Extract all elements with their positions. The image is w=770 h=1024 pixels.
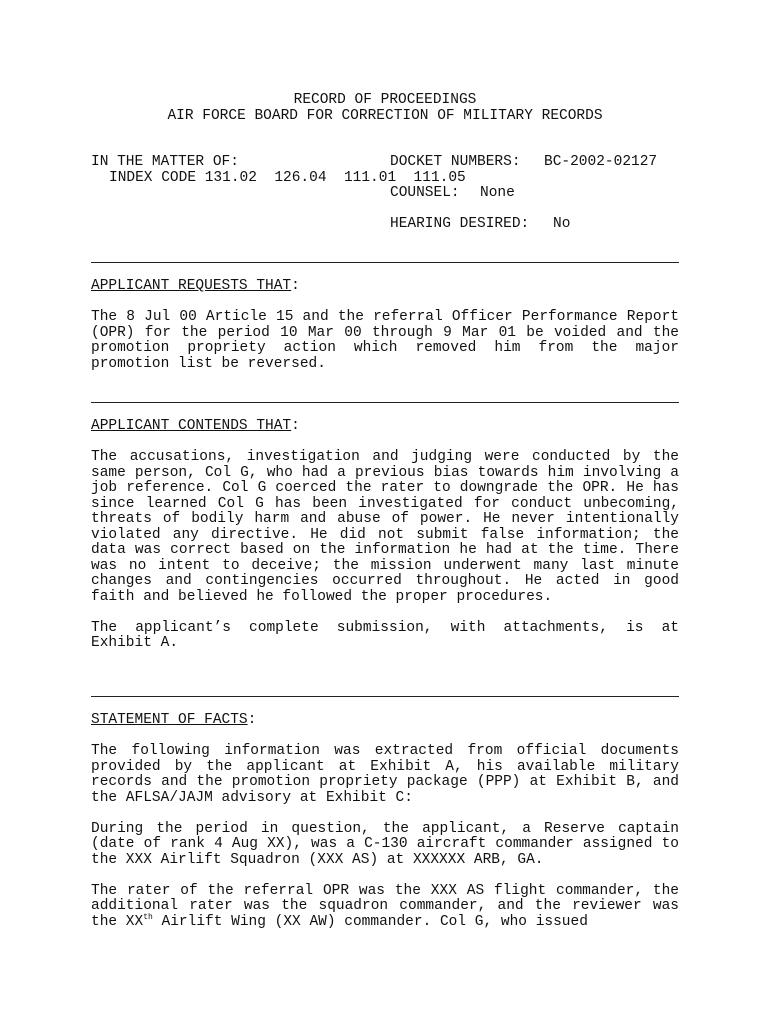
contends-paragraph-2: The applicant’s complete submission, with attachments, is at Exhibit A.: [91, 619, 679, 651]
document-header: [91, 93, 679, 124]
section-statement-of-facts: [91, 713, 679, 930]
contends-heading: APPLICANT CONTENDS THAT: [91, 418, 292, 434]
hearing-desired-value: No: [553, 216, 571, 232]
heading-colon: :: [291, 278, 300, 294]
docket-numbers-label: DOCKET NUMBERS:: [390, 154, 521, 170]
index-code: INDEX CODE 131.02 126.04 111.01 111.05: [109, 169, 466, 186]
matter-block: [91, 155, 679, 235]
facts-paragraph-3-end: Airlift Wing (XX AW) commander. Col G, who issued: [152, 913, 588, 930]
in-the-matter-of-label: IN THE MATTER OF:: [91, 154, 239, 170]
hearing-desired-label: HEARING DESIRED:: [390, 216, 530, 232]
counsel-label: COUNSEL:: [390, 185, 460, 201]
contends-paragraph-1: The accusations, investigation and judging were conducted by the same person, Col G, who had a previous bias towards him involving a job reference. Col G coerced the rater to downgrade the OPR. He has since learned Col G has been investigated for conduct unbecoming, threats of bodily harm and abuse of power. He never intentionally violated any directive. He did not submit false information; the data was correct based on the information he had at the time. There was no intent to deceive; the mission underwent many last minute changes and contingencies occurred throughout. He acted in good faith and believed he followed the proper procedures.: [91, 449, 679, 605]
facts-paragraph-3-start: The rater of the referral OPR was the XXX AS flight commander, the additional rater was the squadron commander, and the reviewer was the XX: [91, 882, 679, 930]
requests-paragraph: The 8 Jul 00 Article 15 and the referral Officer Performance Report (OPR) for the period 10 Mar 00 through 9 Mar 01 be voided and the promotion propriety action which removed him from the major promotion list be reversed.: [91, 309, 679, 372]
facts-paragraph-3: [91, 884, 679, 931]
docket-numbers-value: BC-2002-02127: [544, 154, 658, 170]
divider: [91, 696, 679, 697]
section-heading: [91, 279, 679, 295]
heading-colon: :: [247, 712, 257, 728]
counsel-value: None: [480, 185, 515, 201]
ordinal-suffix: th: [143, 912, 153, 922]
requests-heading: APPLICANT REQUESTS THAT: [91, 278, 292, 294]
divider: [91, 402, 679, 403]
heading-colon: :: [291, 418, 300, 434]
facts-paragraph-1: The following information was extracted from official documents provided by the applicant at Exhibit A, his available military records and the promotion propriety package (PPP) at Exhibit B, and the AFLSA/JAJM advisory at Exhibit C:: [91, 743, 679, 806]
section-applicant-contends: [91, 419, 679, 652]
section-heading: [91, 419, 679, 435]
header-title: RECORD OF PROCEEDINGS: [293, 92, 477, 108]
section-applicant-requests: [91, 279, 679, 372]
facts-heading: STATEMENT OF FACTS: [91, 712, 248, 728]
divider: [91, 262, 679, 263]
facts-paragraph-2: During the period in question, the applicant, a Reserve captain (date of rank 4 Aug XX), was a C-130 aircraft commander assigned to the XXX Airlift Squadron (XXX AS) at XXXXXX ARB, GA.: [91, 820, 679, 868]
section-heading: [91, 713, 679, 729]
header-board-name: AIR FORCE BOARD FOR CORRECTION OF MILITARY RECORDS: [167, 107, 603, 124]
